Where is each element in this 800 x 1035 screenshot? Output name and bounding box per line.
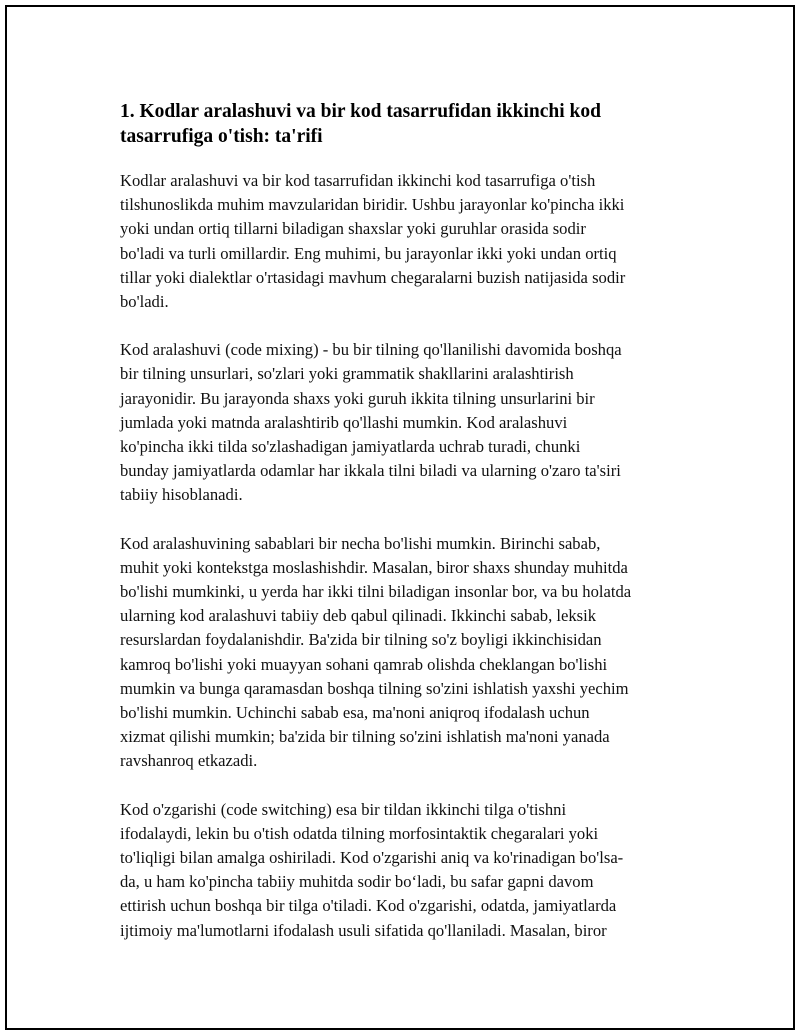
text-line: Kodlar aralashuvi va bir kod tasarrufidan ikkinchi kod tasarrufiga o'tish	[120, 171, 596, 190]
text-line: Kod o'zgarishi (code switching) esa bir tildan ikkinchi tilga o'tishni	[120, 799, 567, 819]
text-line: Kod aralashuvining sabablari bir necha bo'lishi mumkin. Birinchi sabab,	[120, 533, 601, 553]
text-line: tillar yoki dialektlar o'rtasidagi mavhum chegaralarni buzish natijasida sodir	[120, 267, 626, 287]
text-line: jarayonidir. Bu jarayonda shaxs yoki guruh ikkita tilning unsurlarini bir	[120, 388, 595, 408]
text-line: bo'lishi mumkin. Uchinchi sabab esa, ma'noni aniqroq ifodalash uchun	[120, 703, 590, 723]
text-line: ularning kod aralashuvi tabiiy deb qabul qilinadi. Ikkinchi sabab, leksik	[120, 606, 597, 626]
text-line: bo'lishi mumkinki, u yerda har ikki tilni biladigan insonlar bor, va bu holatda	[120, 582, 632, 602]
text-line: bo'ladi va turli omillardir. Eng muhimi, bu jarayonlar ikki yoki undan ortiq	[120, 243, 617, 263]
text-line: yoki undan ortiq tillarni biladigan shaxslar yoki guruhlar orasida sodir	[120, 219, 586, 239]
text-line: kamroq bo'lishi yoki muayyan sohani qamrab olishda cheklangan bo'lishi	[120, 654, 608, 674]
text-line: jumlada yoki matnda aralashtirib qo'llashi mumkin. Kod aralashuvi	[120, 412, 568, 432]
section-heading	[120, 99, 690, 149]
text-line: ijtimoiy ma'lumotlarni ifodalash usuli sifatida qo'llaniladi. Masalan, biror	[120, 920, 607, 940]
text-line: tilshunoslikda muhim mavzularidan biridir. Ushbu jarayonlar ko'pincha ikki	[120, 195, 625, 215]
text-line: ettirish uchun boshqa bir tilga o'tiladi. Kod o'zgarishi, odatda, jamiyatlarda	[120, 896, 617, 916]
text-line: ko'pincha ikki tilda so'zlashadigan jamiyatlarda uchrab turadi, chunki	[120, 437, 581, 457]
text-line: Kod aralashuvi (code mixing) - bu bir tilning qo'llanilishi davomida boshqa	[120, 340, 622, 360]
document-body	[120, 99, 690, 967]
paragraph-4	[120, 798, 690, 943]
paragraph-2	[120, 338, 690, 507]
text-line: bir tilning unsurlari, so'zlari yoki grammatik shakllarini aralashtirish	[120, 364, 574, 384]
paragraph-1	[120, 169, 690, 314]
text-line: to'liqligi bilan amalga oshiriladi. Kod o'zgarishi aniq va ko'rinadigan bo'lsa-	[120, 848, 624, 868]
paragraph-3	[120, 532, 690, 774]
text-line: bo'ladi.	[120, 292, 169, 312]
text-line: mumkin va bunga qaramasdan boshqa tilning so'zini ishlatish yaxshi yechim	[120, 678, 629, 698]
text-line: tabiiy hisoblanadi.	[120, 485, 243, 505]
text-line: xizmat qilishi mumkin; ba'zida bir tilning so'zini ishlatish ma'noni yanada	[120, 727, 610, 747]
page-frame	[5, 5, 795, 1030]
text-line: bunday jamiyatlarda odamlar har ikkala tilni biladi va ularning o'zaro ta'siri	[120, 461, 621, 481]
heading-line: tasarrufiga o'tish: ta'rifi	[120, 126, 323, 147]
text-line: muhit yoki kontekstga moslashishdir. Masalan, biror shaxs shunday muhitda	[120, 557, 628, 577]
text-line: ravshanroq etkazadi.	[120, 751, 258, 771]
text-line: da, u ham ko'pincha tabiiy muhitda sodir bo‘ladi, bu safar gapni davom	[120, 872, 594, 892]
heading-line: 1. Kodlar aralashuvi va bir kod tasarrufidan ikkinchi kod	[120, 101, 601, 122]
text-line: resurslardan foydalanishdir. Ba'zida bir tilning so'z boyligi ikkinchisidan	[120, 630, 602, 650]
text-line: ifodalaydi, lekin bu o'tish odatda tilning morfosintaktik chegaralari yoki	[120, 823, 599, 843]
